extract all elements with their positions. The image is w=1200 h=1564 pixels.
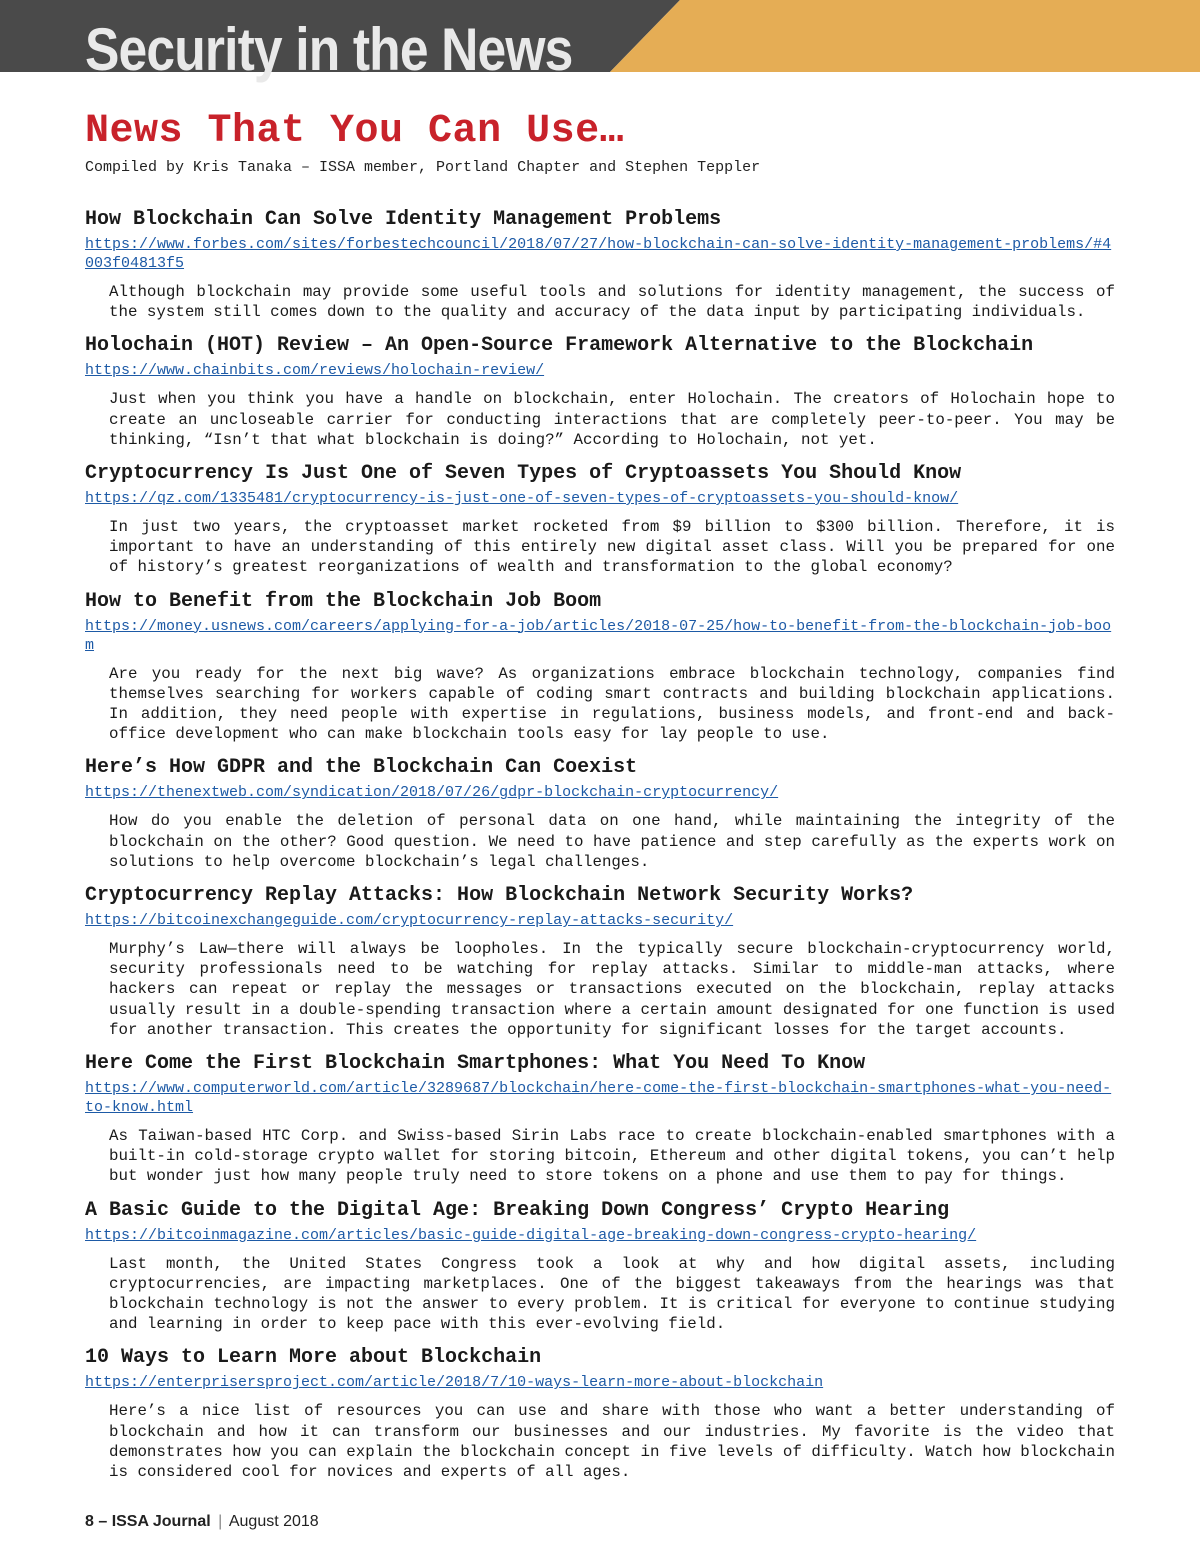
article-link[interactable]: https://bitcoinmagazine.com/articles/basic-guide-digital-age-breaking-down-congress-crypto-hearing/ [85,1226,977,1244]
article-item [85,1346,1115,1482]
section-banner [0,0,1200,83]
article-link[interactable]: https://www.chainbits.com/reviews/holochain-review/ [85,362,545,380]
footer-separator: | [218,1513,223,1530]
article-list [85,208,1115,1482]
article-item [85,884,1115,1040]
article-summary: Here’s a nice list of resources you can use and share with those who want a better understanding of blockchain and how it can transform our businesses and our industries. My favorite is the video that demonstrates how you can explain the blockchain concept in five levels of difficulty. Watch how blockchain is considered cool for novices and experts of all ages. [109,1402,1115,1482]
article-item [85,1052,1115,1187]
article-title: Here’s How GDPR and the Blockchain Can Coexist [85,756,638,780]
article-item [85,334,1115,450]
article-link[interactable]: https://thenextweb.com/syndication/2018/07/26/gdpr-blockchain-cryptocurrency/ [85,784,779,802]
section-title: Security in the News [85,16,573,83]
article-link[interactable]: https://qz.com/1335481/cryptocurrency-is-just-one-of-seven-types-of-cryptoassets-you-should-know/ [85,490,959,508]
article-title: A Basic Guide to the Digital Age: Breaking Down Congress’ Crypto Hearing [85,1198,950,1222]
article-link[interactable]: https://money.usnews.com/careers/applying-for-a-job/articles/2018-07-25/how-to-benefit-from-the-blockchain-job-boom [85,617,1112,654]
article-item [85,756,1115,872]
article-title: Here Come the First Blockchain Smartphones: What You Need To Know [85,1052,866,1076]
article-title: 10 Ways to Learn More about Blockchain [85,1346,542,1370]
article-item [85,462,1115,578]
article-link[interactable]: https://www.computerworld.com/article/3289687/blockchain/here-come-the-first-blockchain-smartphones-what-you-need-to-know.html [85,1080,1112,1117]
banner-accent-band [610,0,1200,72]
article-summary: Last month, the United States Congress took a look at why and how digital assets, including cryptocurrencies, are impacting marketplaces. One of the biggest takeaways from the hearings was that blockchain technology is not the answer to every problem. It is critical for everyone to continue studying and learning in order to keep pace with this ever-evolving field. [109,1254,1115,1334]
article-summary: Murphy’s Law—there will always be loopholes. In the typically secure blockchain-cryptocurrency world, security professionals need to be watching for replay attacks. Similar to middle-man attacks, where hackers can repeat or replay the messages or transactions executed on the blockchain, replay attacks usually result in a double-spending transaction where a certain amount designated for one function is used for another transaction. This creates the opportunity for significant losses for the target accounts. [109,940,1115,1039]
article-summary: Although blockchain may provide some useful tools and solutions for identity management, the success of the system still comes down to the quality and accuracy of the data input by participating individuals. [109,283,1115,322]
article-item [85,208,1115,322]
article-summary: Just when you think you have a handle on blockchain, enter Holochain. The creators of Holochain hope to create an uncloseable carrier for conducting interactions that are completely peer-to-peer. You may be thinking, “Isn’t that what blockchain is doing?” According to Holochain, not yet. [109,390,1115,449]
article-summary: As Taiwan-based HTC Corp. and Swiss-based Sirin Labs race to create blockchain-enabled smartphones with a built-in cold-storage crypto wallet for storing bitcoin, Ethereum and other digital tokens, you can’t help but wonder just how many people truly need to store tokens on a phone and use them to pay for things. [109,1127,1115,1186]
article-title: How Blockchain Can Solve Identity Management Problems [85,208,722,231]
article-title: Cryptocurrency Replay Attacks: How Blockchain Network Security Works? [85,884,914,908]
article-link[interactable]: https://enterprisersproject.com/article/2018/7/10-ways-learn-more-about-blockchain [85,1374,824,1392]
article-title: How to Benefit from the Blockchain Job Boom [85,589,602,613]
article-link[interactable]: https://www.forbes.com/sites/forbestechcouncil/2018/07/27/how-blockchain-can-solve-identity-management-problems/#4003f04813f5 [85,236,1112,272]
page-headline: News That You Can Use… [85,109,625,154]
article-item [85,590,1115,745]
main-content [85,108,1115,1494]
byline: Compiled by Kris Tanaka – ISSA member, Portland Chapter and Stephen Teppler [85,159,761,176]
article-summary: In just two years, the cryptoasset market rocketed from $9 billion to $300 billion. Therefore, it is important to have an understanding of this entirely new digital asset class. Will you be prepared for one of history’s greatest reorganizations of wealth and transformation to the global economy? [109,518,1115,577]
page-footer [85,1513,319,1531]
footer-page-label: 8 – ISSA Journal [85,1513,211,1530]
article-title: Holochain (HOT) Review – An Open-Source Framework Alternative to the Blockchain [85,334,1034,358]
article-summary: How do you enable the deletion of personal data on one hand, while maintaining the integrity of the blockchain on the other? Good question. We need to have patience and step carefully as the experts work on solutions to help overcome blockchain’s legal challenges. [109,812,1115,871]
article-item [85,1199,1115,1335]
article-link[interactable]: https://bitcoinexchangeguide.com/cryptocurrency-replay-attacks-security/ [85,912,734,930]
footer-issue: August 2018 [228,1513,319,1530]
article-summary: Are you ready for the next big wave? As organizations embrace blockchain technology, companies find themselves searching for workers capable of coding smart contracts and building blockchain applications. In addition, they need people with expertise in regulations, business models, and front-end and back-office development who can make blockchain tools easy for lay people to use. [109,664,1115,744]
article-title: Cryptocurrency Is Just One of Seven Types of Cryptoassets You Should Know [85,462,962,486]
